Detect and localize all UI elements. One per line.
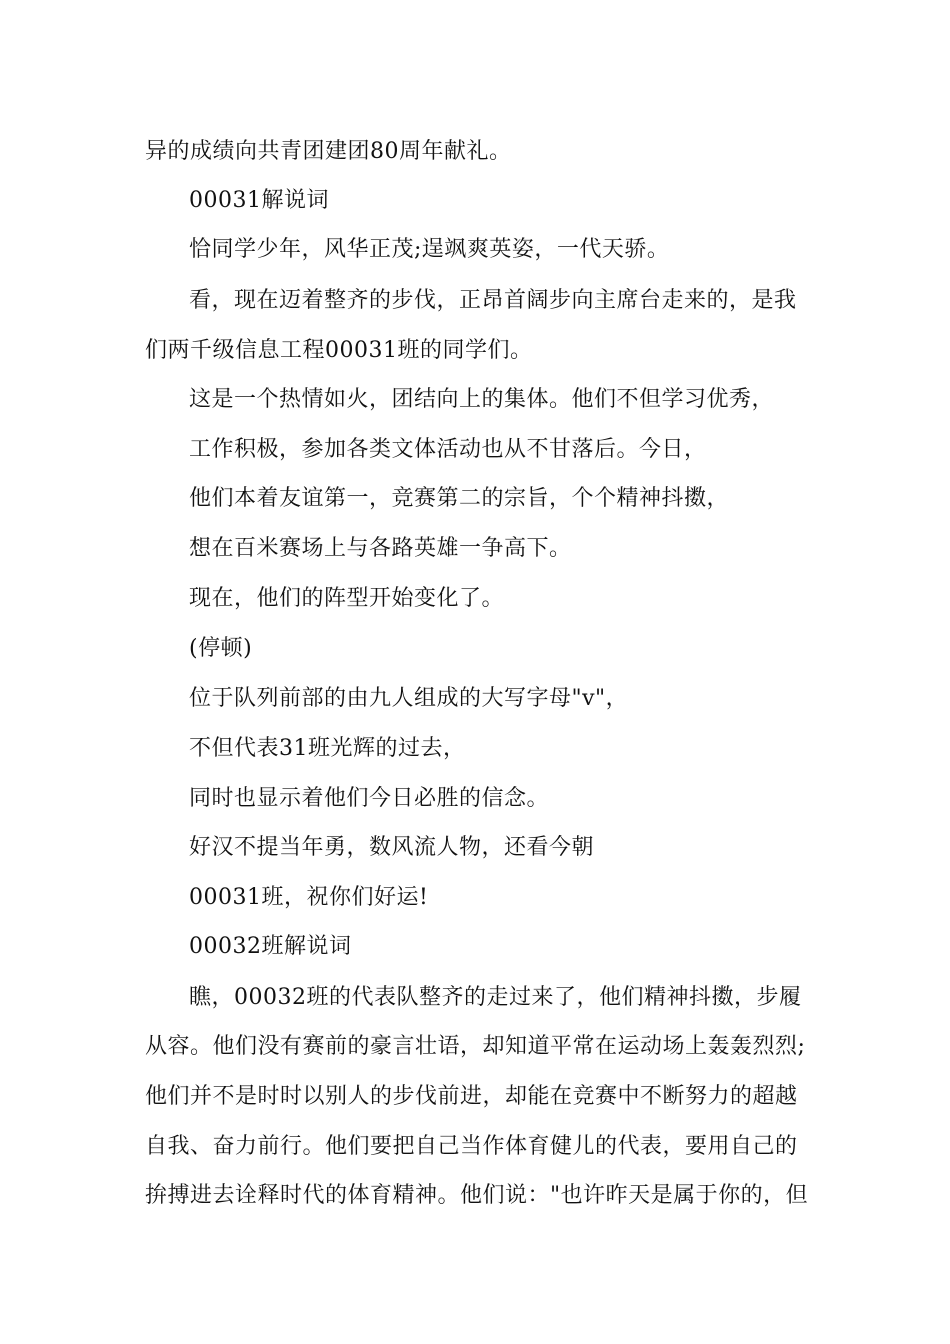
text-line: 自我、奋力前行。他们要把自己当作体育健儿的代表，要用自己的	[145, 1134, 798, 1159]
text-line: 工作积极，参加各类文体活动也从不甘落后。今日，	[189, 437, 707, 462]
text-line: 好汉不提当年勇，数风流人物，还看今朝	[189, 835, 595, 860]
section-heading: 00031解说词	[189, 188, 329, 213]
text-line: 瞧，00032班的代表队整齐的走过来了，他们精神抖擞，步履	[189, 985, 802, 1010]
text-line: 不但代表31班光辉的过去，	[189, 736, 466, 761]
text-line: 异的成绩向共青团建团80周年献礼。	[145, 139, 512, 164]
text-line: 们两千级信息工程00031班的同学们。	[145, 338, 533, 363]
text-line: 拚搏进去诠释时代的体育精神。他们说："也许昨天是属于你的，但	[145, 1183, 809, 1208]
text-line: 同时也显示着他们今日必胜的信念。	[189, 786, 550, 811]
text-line: 从容。他们没有赛前的豪言壮语，却知道平常在运动场上轰轰烈烈;	[145, 1034, 806, 1059]
text-line: 这是一个热情如火，团结向上的集体。他们不但学习优秀，	[189, 387, 775, 412]
text-line: 恰同学少年，风华正茂;逞飒爽英姿，一代天骄。	[189, 237, 670, 262]
text-line: 位于队列前部的由九人组成的大写字母"v"，	[189, 686, 629, 711]
text-line: (停顿)	[189, 636, 253, 661]
text-line: 现在，他们的阵型开始变化了。	[189, 586, 505, 611]
text-line: 想在百米赛场上与各路英雄一争高下。	[189, 536, 572, 561]
text-line: 00031班，祝你们好运!	[189, 885, 429, 910]
text-line: 看，现在迈着整齐的步伐，正昂首阔步向主席台走来的，是我	[189, 288, 797, 313]
section-heading: 00032班解说词	[189, 934, 352, 959]
text-line: 他们并不是时时以别人的步伐前进，却能在竞赛中不断努力的超越	[145, 1084, 798, 1109]
text-line: 他们本着友谊第一，竞赛第二的宗旨，个个精神抖擞，	[189, 486, 730, 511]
